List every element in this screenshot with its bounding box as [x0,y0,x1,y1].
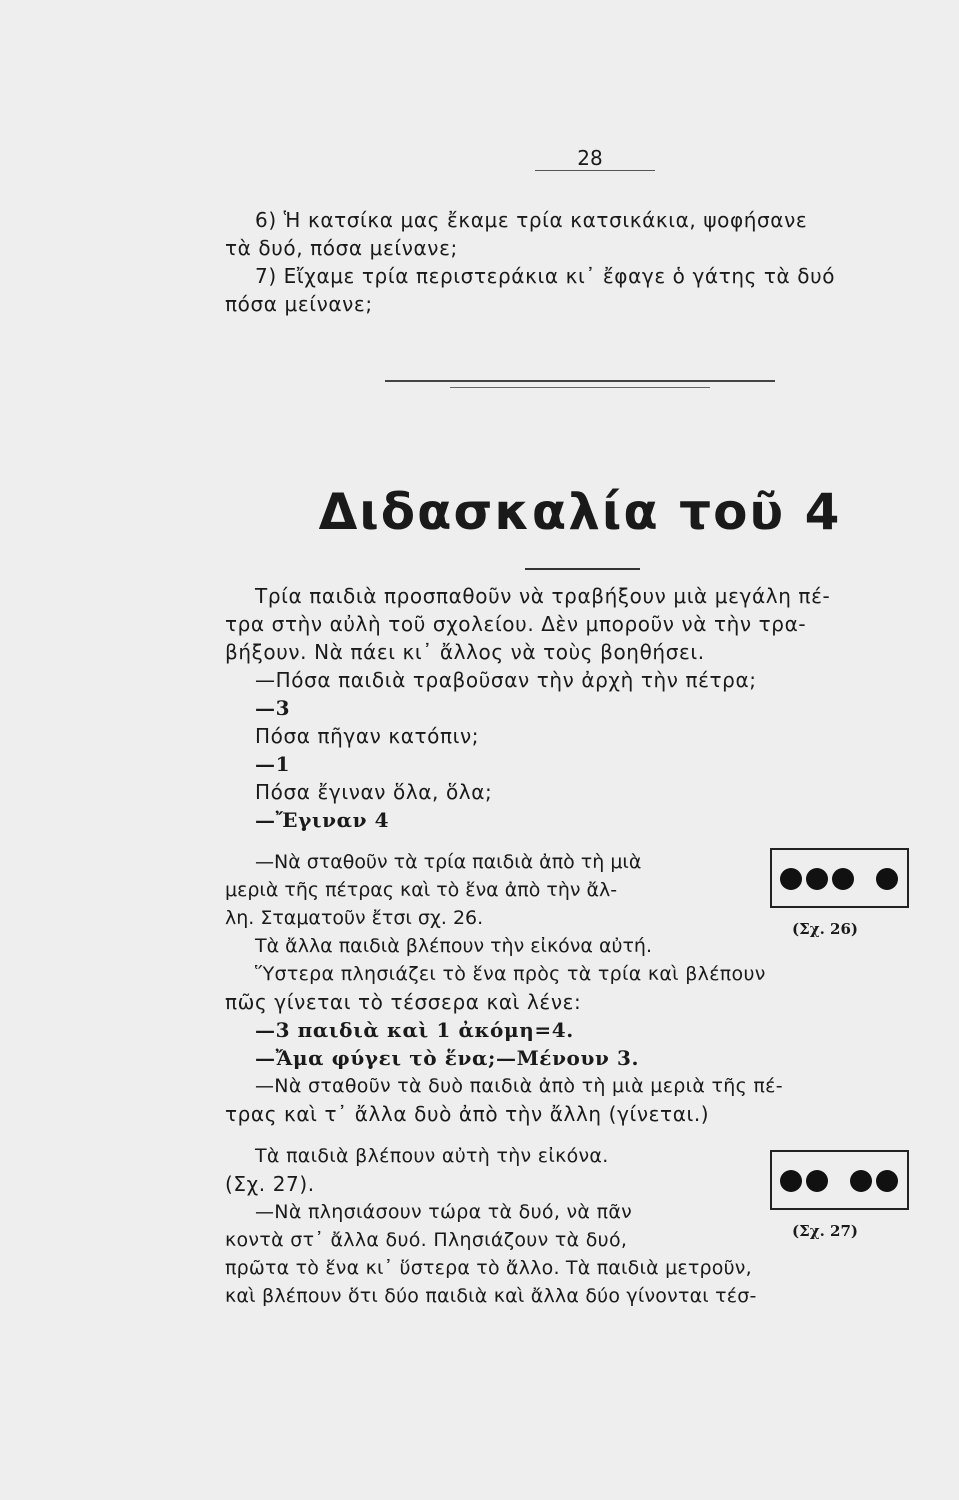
answer-line: —3 παιδιὰ καὶ 1 ἀκόμη=4. [255,1018,574,1042]
exercise-6-line-1: 6) Ἡ κατσίκα μας ἔκαμε τρία κατσικάκια, ψοφήσανε [255,208,808,232]
title-underline [525,568,640,570]
body-line: —Νὰ σταθοῦν τὰ τρία παιδιὰ ἀπὸ τὴ μιὰ [255,851,642,873]
figure-26-caption: (Σχ. 26) [792,920,858,938]
body-line: (Σχ. 27). [225,1172,315,1196]
child-dot [780,868,802,890]
body-line: Τὰ ἄλλα παιδιὰ βλέπουν τὴν εἰκόνα αὐτή. [255,935,652,957]
body-line: Πόσα ἔγιναν ὅλα, ὅλα; [255,780,493,804]
body-line: μεριὰ τῆς πέτρας καὶ τὸ ἕνα ἀπὸ τὴν ἄλ- [225,879,618,901]
body-line: —Πόσα παιδιὰ τραβοῦσαν τὴν ἀρχὴ τὴν πέτρα; [255,668,757,692]
child-dot [850,1170,872,1192]
body-line: πρῶτα τὸ ἕνα κι᾽ ὕστερα τὸ ἄλλο. Τὰ παιδιὰ μετροῦν, [225,1257,752,1279]
body-line: πῶς γίνεται τὸ τέσσερα καὶ λένε: [225,990,582,1014]
section-separator-secondary [450,387,710,388]
body-line: κοντὰ στ᾽ ἄλλα δυό. Πλησιάζουν τὰ δυό, [225,1229,628,1251]
exercise-6-line-2: τὰ δυό, πόσα μείνανε; [225,236,458,260]
body-line: —Νὰ πλησιάσουν τώρα τὰ δυό, νὰ πᾶν [255,1201,633,1223]
child-dot [876,1170,898,1192]
body-line: Πόσα πῆγαν κατόπιν; [255,724,480,748]
lesson-title: Διδασκαλία τοῦ 4 [318,483,842,541]
child-dot [832,868,854,890]
answer-line: —1 [255,752,291,776]
answer-line: —Ἄμα φύγει τὸ ἕνα;—Μένουν 3. [255,1046,640,1070]
section-separator [385,380,775,382]
answer-line: —Ἔγιναν 4 [255,808,390,832]
body-line: λη. Σταματοῦν ἔτσι σχ. 26. [225,907,484,929]
exercise-7-line-1: 7) Εἴχαμε τρία περιστεράκια κι᾽ ἔφαγε ὁ γάτης τὰ δυό [255,264,836,288]
body-line: βήξουν. Νὰ πάει κι᾽ ἄλλος νὰ τοὺς βοηθήσει. [225,640,705,664]
exercise-7-line-2: πόσα μείνανε; [225,292,373,316]
body-line: τρας καὶ τ᾽ ἄλλα δυὸ ἀπὸ τὴν ἄλλη (γίνεται.) [225,1102,710,1126]
child-dot [876,868,898,890]
child-dot [806,1170,828,1192]
body-line: καὶ βλέπουν ὅτι δύο παιδιὰ καὶ ἄλλα δύο γίνονται τέσ- [225,1285,757,1307]
body-line: τρα στὴν αὐλὴ τοῦ σχολείου. Δὲν μποροῦν νὰ τὴν τρα- [225,612,807,636]
child-dot [806,868,828,890]
page-number-rule [535,170,655,171]
figure-26 [770,848,909,908]
body-line: Τὰ παιδιὰ βλέπουν αὐτὴ τὴν εἰκόνα. [255,1145,609,1167]
figure-27 [770,1150,909,1210]
body-line: Ὕστερα πλησιάζει τὸ ἕνα πρὸς τὰ τρία καὶ βλέπουν [255,963,766,985]
page-number: 28 [577,146,603,170]
figure-27-caption: (Σχ. 27) [792,1222,858,1240]
body-line: Τρία παιδιὰ προσπαθοῦν νὰ τραβήξουν μιὰ μεγάλη πέ- [255,584,831,608]
answer-line: —3 [255,696,291,720]
body-line: —Νὰ σταθοῦν τὰ δυὸ παιδιὰ ἀπὸ τὴ μιὰ μεριὰ τῆς πέ- [255,1075,783,1097]
child-dot [780,1170,802,1192]
